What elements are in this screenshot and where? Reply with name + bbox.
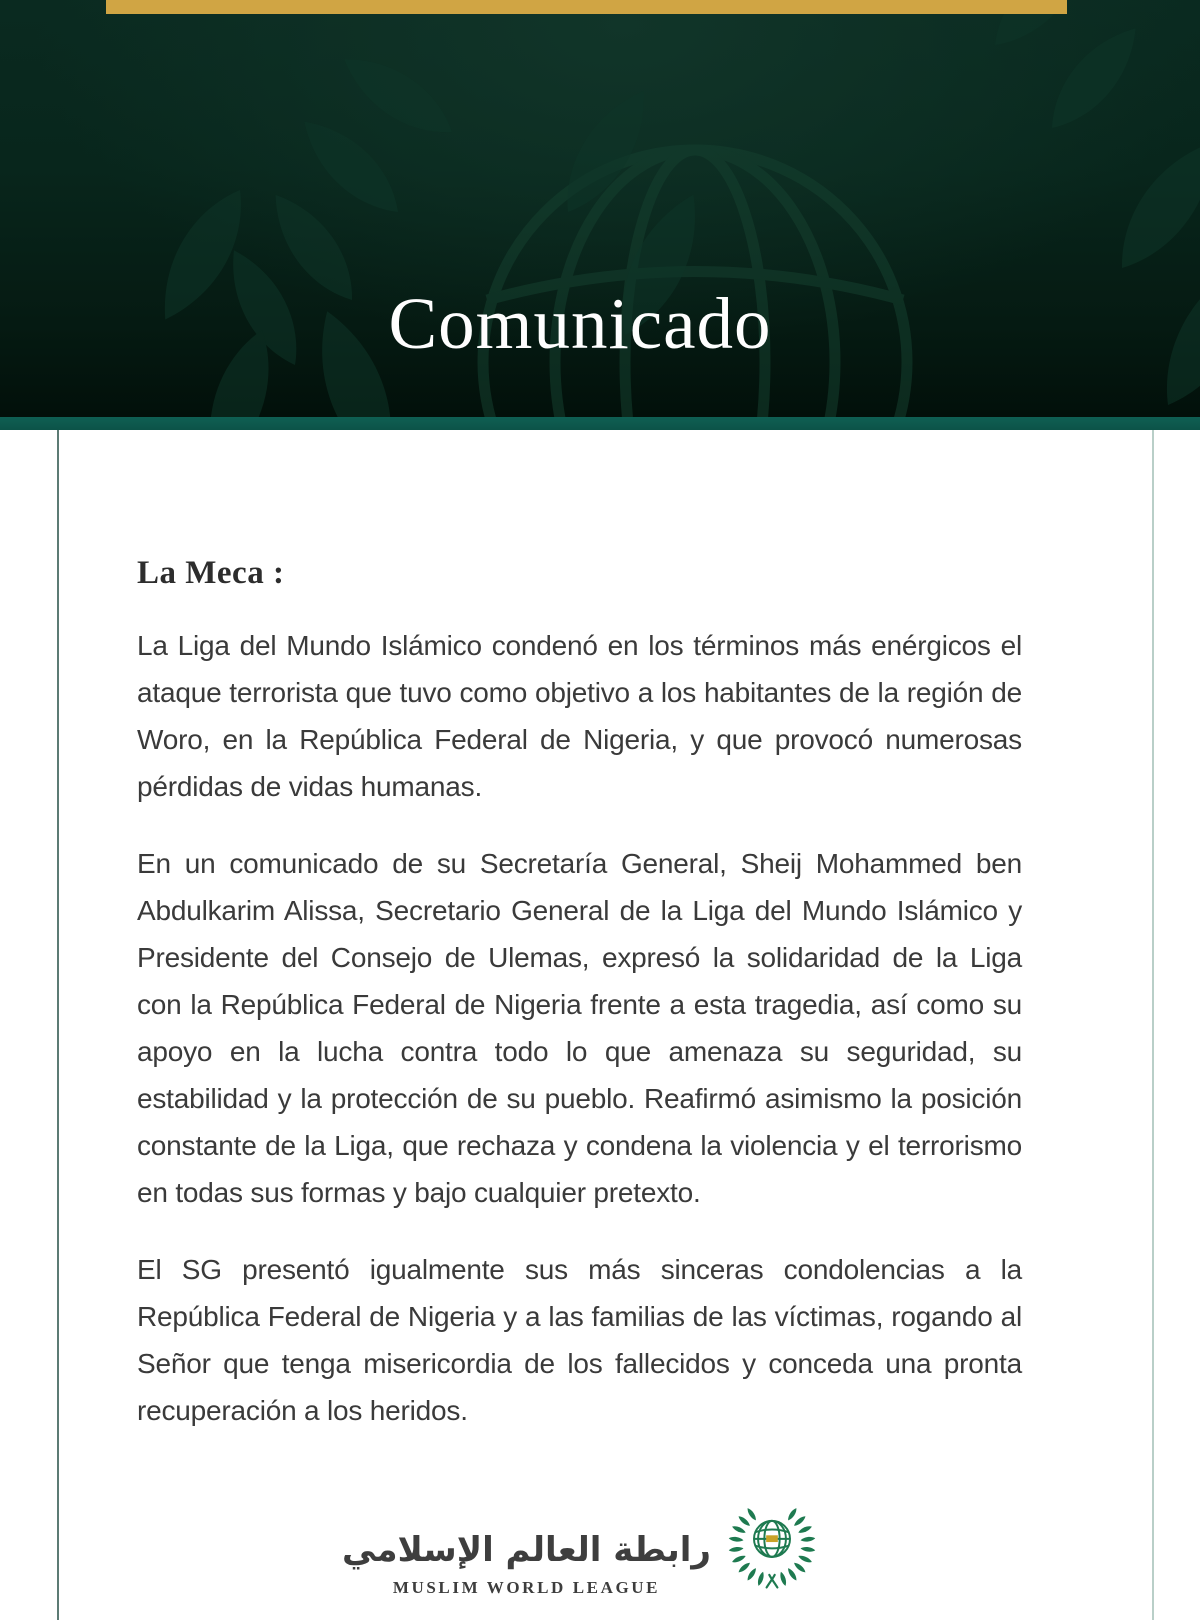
gold-accent-bar <box>106 0 1067 14</box>
mwl-arabic-calligraphy: رابطة العالم الإسلامي <box>342 1529 711 1570</box>
right-vertical-rule <box>1152 430 1154 1620</box>
document-body <box>0 430 1200 1620</box>
paragraph-2: En un comunicado de su Secretaría General, Sheij Mohammed ben Abdulkarim Alissa, Secretario General de la Liga del Mundo Islámico y Presidente del Consejo de Ulemas, expresó la solidaridad de la Liga con la República Federal de Nigeria frente a esta tragedia, así como su apoyo en la lucha contra todo lo que amenaza su seguridad, su estabilidad y la protección de su pueblo. Reafirmó asimismo la posición constante de la Liga, que rechaza y condena la violencia y el terrorismo en todas sus formas y bajo cualquier pretexto. <box>137 848 1022 1208</box>
paragraph-1: La Liga del Mundo Islámico condenó en los términos más enérgicos el ataque terrorista que tuvo como objetivo a los habitantes de la región de Woro, en la República Federal de Nigeria, y que provocó numerosas pérdidas de vidas humanas. <box>137 630 1022 802</box>
header-banner <box>0 0 1200 417</box>
paragraph-3: El SG presentó igualmente sus más sinceras condolencias a la República Federal de Nigeria y a las familias de las víctimas, rogando al Señor que tenga misericordia de los fallecidos y conceda una pronta recuperación a los heridos. <box>137 1254 1022 1426</box>
mwl-logo-text <box>342 1528 711 1598</box>
page-title: Comunicado <box>388 283 772 364</box>
location-heading: La Meca : <box>137 555 285 591</box>
mwl-logo <box>137 1496 1022 1598</box>
mwl-english-wordmark: MUSLIM WORLD LEAGUE <box>392 1578 661 1597</box>
mwl-globe-laurel-emblem-icon <box>727 1496 817 1598</box>
kaaba-band <box>766 1535 778 1542</box>
press-release-content <box>137 430 1022 1598</box>
teal-divider-band <box>0 417 1200 430</box>
left-vertical-rule <box>57 430 59 1620</box>
